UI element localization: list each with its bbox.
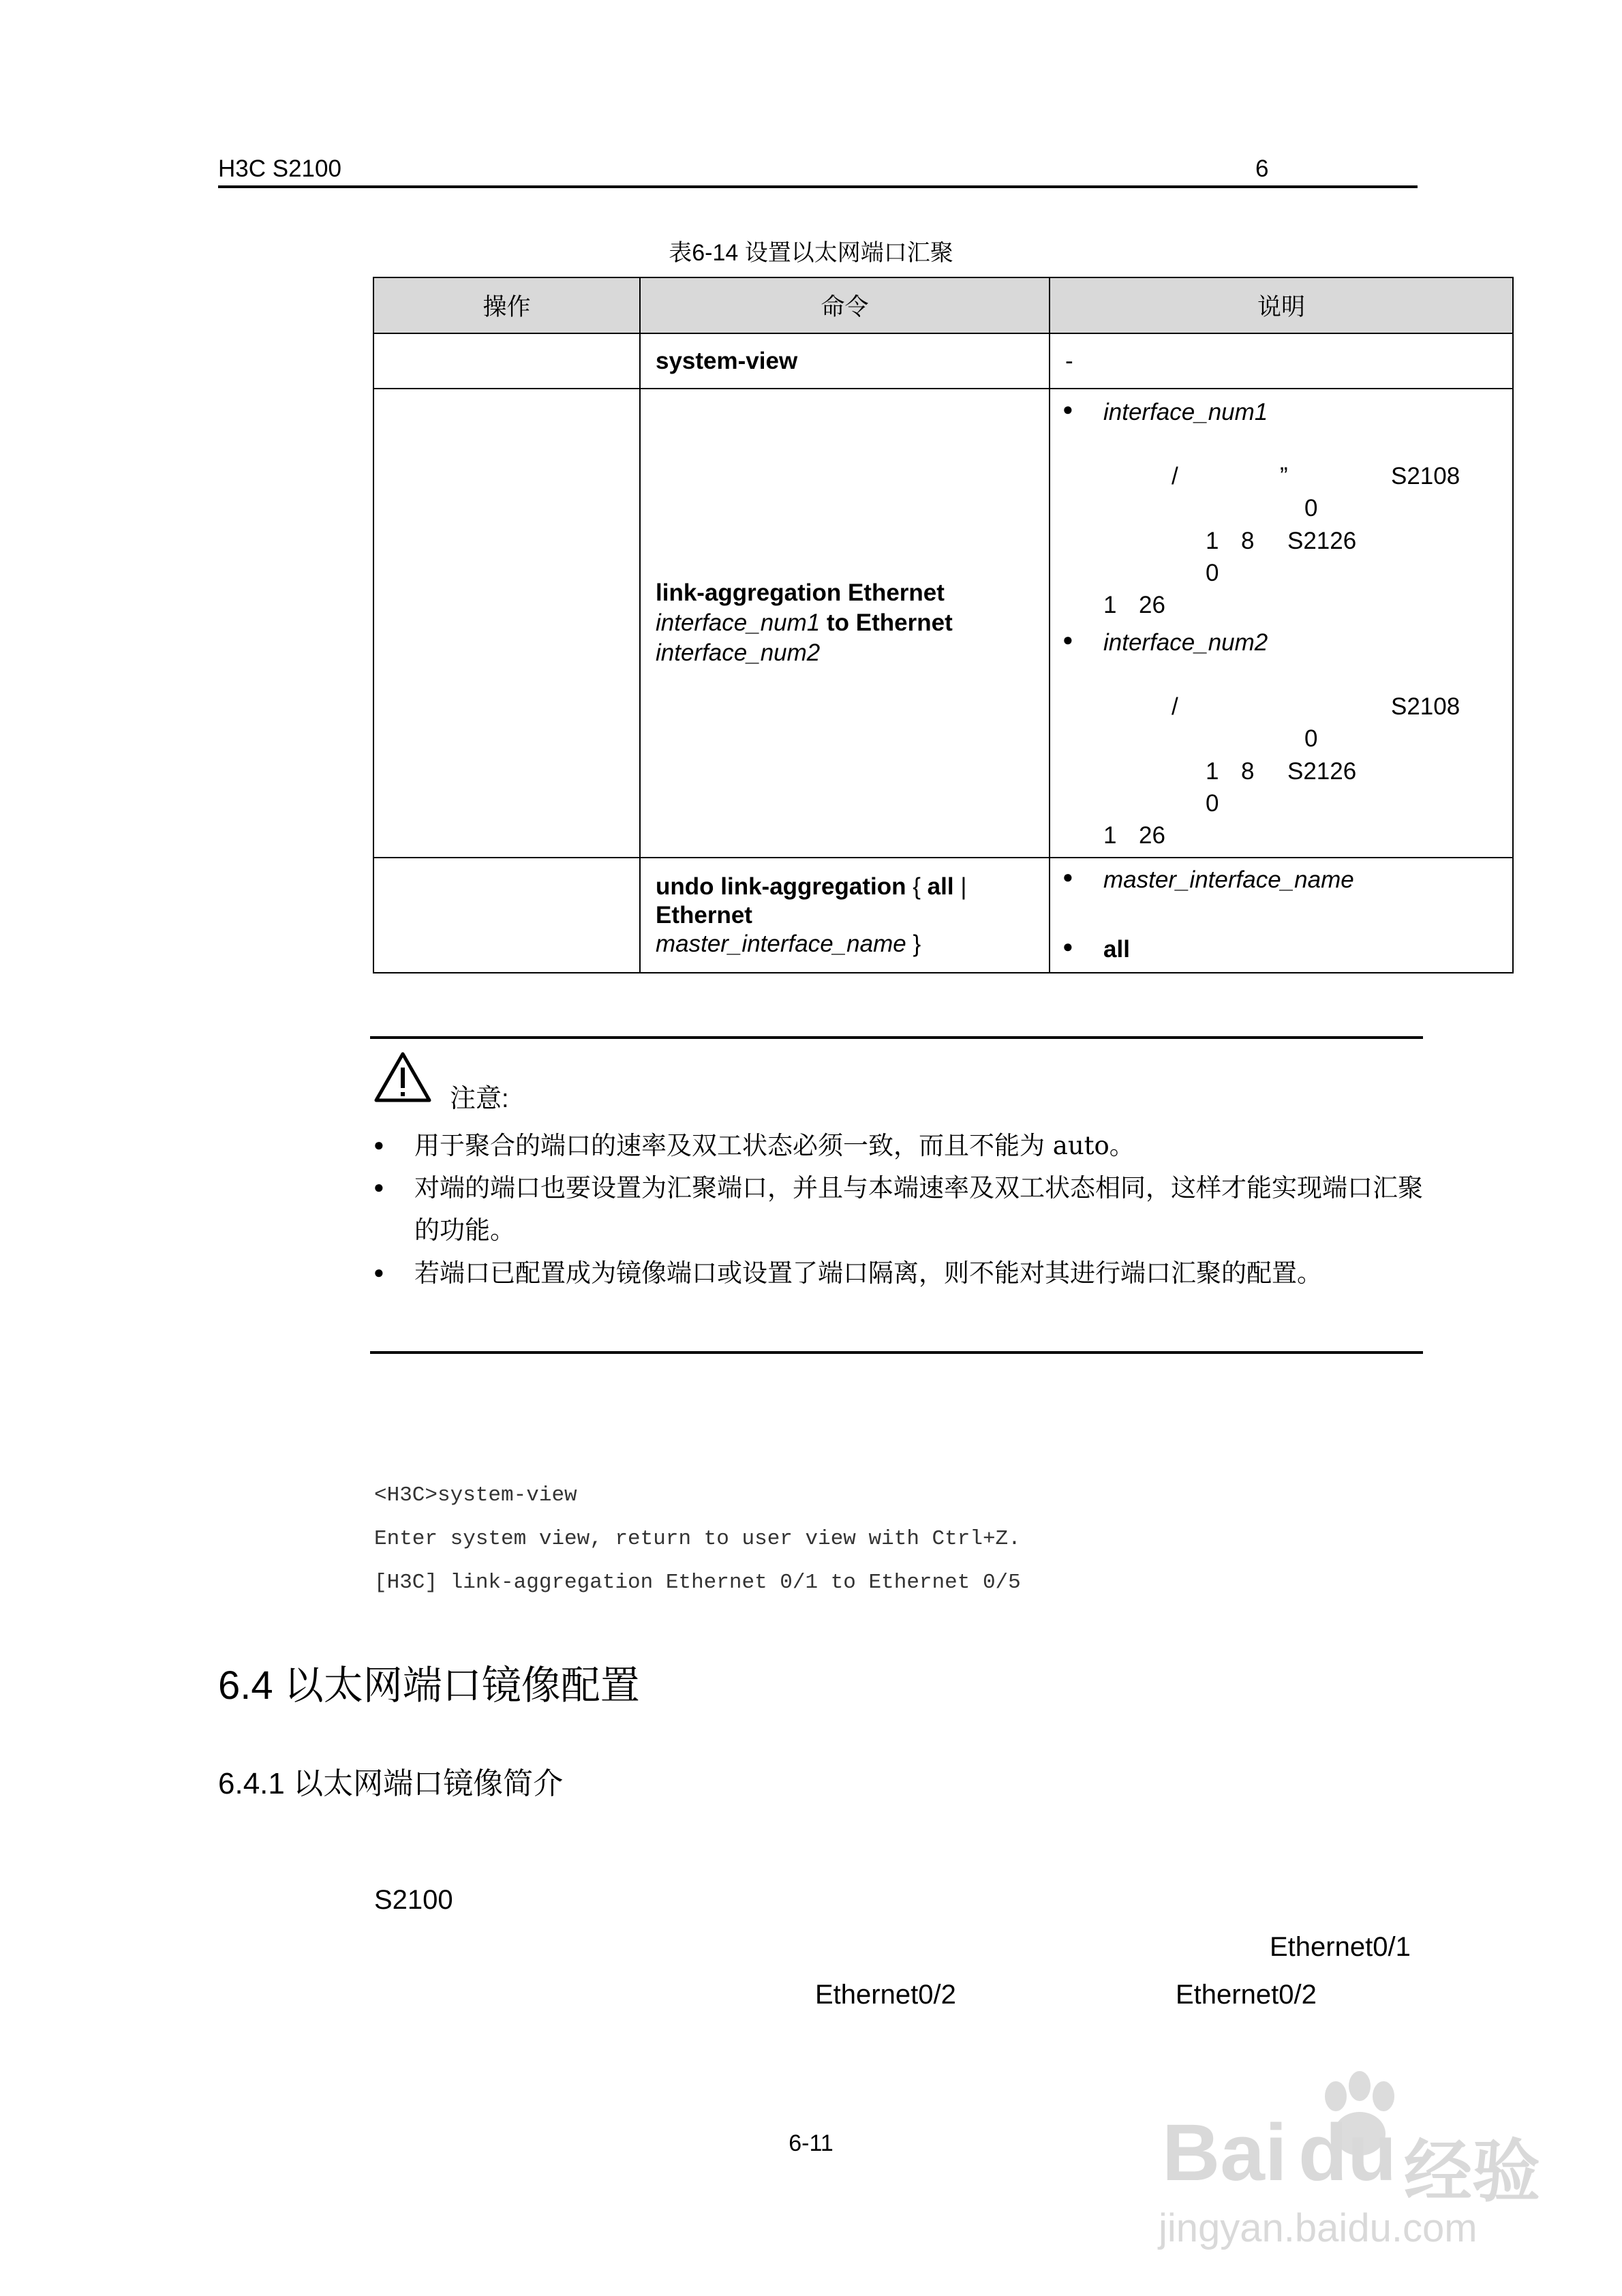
- description-text: 1: [1206, 528, 1219, 554]
- notice-top-rule: [370, 1036, 1423, 1039]
- description-text: 0: [1206, 560, 1219, 586]
- command-text: {: [913, 873, 921, 900]
- description-text: 1: [1103, 822, 1117, 849]
- subsection-heading: 6.4.1 以太网端口镜像简介: [218, 1767, 564, 1800]
- description-param: interface_num1: [1103, 399, 1268, 425]
- watermark-url: jingyan.baidu.com: [1159, 2206, 1478, 2250]
- description-text: 1: [1103, 592, 1117, 618]
- description-param: master_interface_name: [1103, 866, 1354, 893]
- command-text: system-view: [656, 347, 798, 374]
- description-text: 8: [1241, 528, 1255, 554]
- description-text: -: [1065, 347, 1073, 374]
- header-chapter: 6: [1255, 155, 1269, 182]
- command-param: master_interface_name: [656, 930, 906, 957]
- body-text: Ethernet0/2: [815, 1980, 956, 2010]
- notice-item: 对端的端口也要设置为汇聚端口，并且与本端速率及双工状态相同，这样才能实现端口汇聚的功能。: [414, 1173, 1423, 1245]
- command-text: to Ethernet: [827, 609, 953, 636]
- code-line: <H3C>system-view: [374, 1483, 577, 1507]
- description-param: all: [1103, 936, 1130, 963]
- table-header-row: [373, 277, 1513, 333]
- table-row: [373, 389, 1513, 858]
- description-text: 8: [1241, 758, 1255, 785]
- description-text: S2108: [1391, 693, 1460, 720]
- notice-item: 用于聚合的端口的速率及双工状态必须一致，而且不能为 auto。: [414, 1131, 1135, 1160]
- table-cell-command: [640, 333, 1050, 389]
- command-param: interface_num2: [656, 639, 821, 666]
- description-text: /: [1172, 693, 1178, 720]
- notice-bottom-rule: [370, 1351, 1423, 1354]
- command-text: Ethernet: [656, 901, 752, 928]
- watermark-text: du: [1298, 2108, 1397, 2198]
- page-number: 6-11: [789, 2130, 833, 2156]
- watermark-text: 经验: [1404, 2134, 1540, 2210]
- body-text: Ethernet0/2: [1176, 1980, 1317, 2010]
- command-text: |: [960, 873, 967, 900]
- table-cell-operation: [373, 389, 640, 858]
- body-text: S2100: [374, 1885, 453, 1915]
- table-caption: 表6-14 设置以太网端口汇聚: [669, 240, 953, 266]
- watermark-text: Bai: [1162, 2108, 1287, 2198]
- header-rule: [218, 185, 1418, 188]
- description-text: 26: [1139, 592, 1165, 618]
- header-title: H3C S2100: [218, 155, 341, 182]
- table-row: [373, 333, 1513, 389]
- code-line: Enter system view, return to user view with Ctrl+Z.: [374, 1527, 1021, 1551]
- description-text: 26: [1139, 822, 1165, 849]
- command-text: }: [913, 930, 921, 957]
- table-cell-description: [1050, 858, 1513, 973]
- config-table: [373, 277, 1514, 973]
- description-text: S2126: [1287, 758, 1357, 785]
- description-text: 0: [1304, 495, 1318, 522]
- command-param: interface_num1: [656, 609, 821, 636]
- description-text: /: [1172, 463, 1178, 489]
- description-text: 1: [1206, 758, 1219, 785]
- table-cell-operation: [373, 858, 640, 973]
- description-param: interface_num2: [1103, 629, 1268, 656]
- command-text: undo link-aggregation: [656, 873, 906, 900]
- bullet-icon: ●: [373, 1134, 384, 1155]
- bullet-icon: ●: [373, 1262, 384, 1282]
- command-text: link-aggregation Ethernet: [656, 579, 945, 606]
- notice-item: 若端口已配置成为镜像端口或设置了端口隔离，则不能对其进行端口汇聚的配置。: [414, 1258, 1322, 1288]
- bullet-icon: ●: [373, 1177, 384, 1197]
- table-cell-operation: [373, 333, 640, 389]
- description-text: S2126: [1287, 528, 1357, 554]
- section-heading: 6.4 以太网端口镜像配置: [218, 1663, 640, 1708]
- table-cell-command: [640, 389, 1050, 858]
- description-text: 0: [1304, 725, 1318, 752]
- description-text: S2108: [1391, 463, 1460, 489]
- command-text: all: [927, 873, 954, 900]
- table-cell-description: [1050, 333, 1513, 389]
- table-header-operation: 操作: [373, 277, 640, 333]
- table-header-description: 说明: [1050, 277, 1513, 333]
- description-text: ”: [1280, 463, 1288, 489]
- code-line: [H3C] link-aggregation Ethernet 0/1 to Ethernet 0/5: [374, 1571, 1021, 1595]
- table-row: [373, 858, 1513, 973]
- description-text: 0: [1206, 790, 1219, 817]
- warning-icon: [373, 1051, 432, 1106]
- table-cell-description: [1050, 389, 1513, 858]
- body-text: Ethernet0/1: [1270, 1932, 1411, 1962]
- table-cell-command: [640, 858, 1050, 973]
- table-header-command: 命令: [640, 277, 1050, 333]
- notice-title: 注意:: [450, 1085, 509, 1113]
